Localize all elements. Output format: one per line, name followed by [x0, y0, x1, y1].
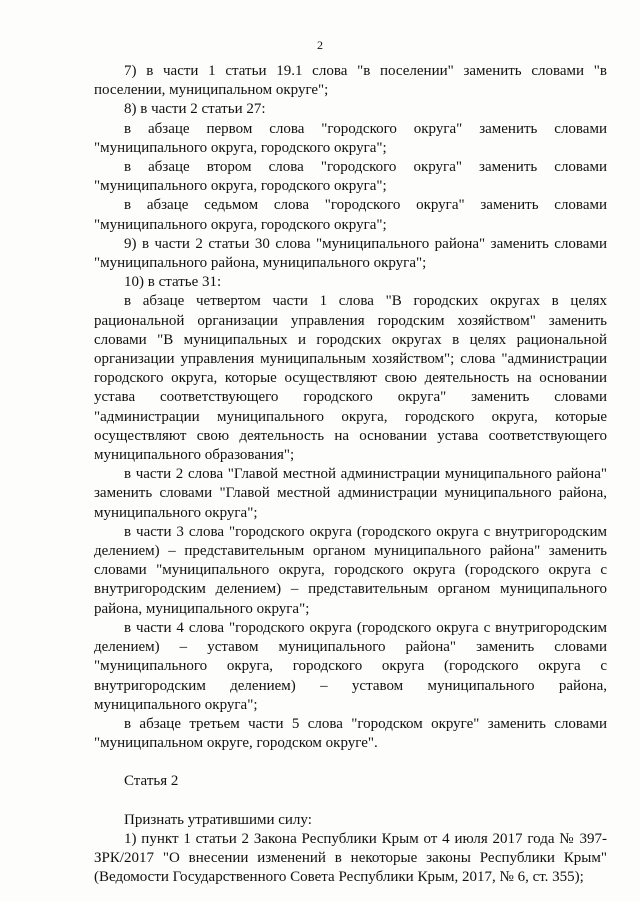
paragraph: в абзаце втором слова "городского округа" заменить словами "муниципального округа, городского округа";	[94, 159, 607, 195]
page-number: 2	[317, 38, 323, 52]
paragraph: в части 3 слова "городского округа (городского округа с внутригородским делением) – представительным органом муниципального района" заменить словами "муниципального округа, городского округа (городского округа с внутригородским делением) – представительным органом муниципального района, муниципального округа";	[94, 523, 607, 617]
paragraph: 10) в статье 31:	[124, 274, 222, 291]
paragraph: в части 4 слова "городского округа (городского округа с внутригородским делением) – уставом муниципального района" заменить словами "муниципального округа, городского округа (городского округа с внутригородским делением) – уставом муниципального района, муниципального округа";	[94, 619, 607, 713]
article-heading: Статья 2	[124, 773, 179, 790]
paragraph: 9) в части 2 статьи 30 слова "муниципального района" заменить словами "муниципального района, муниципального округа";	[94, 235, 607, 272]
document-body	[94, 62, 607, 887]
paragraph: в части 2 слова "Главой местной администрации муниципального района" заменить словами "Главой местной администрации муниципального района, муниципального округа";	[94, 466, 607, 521]
article-intro: Признать утратившими силу:	[124, 811, 312, 828]
paragraph: 8) в части 2 статьи 27:	[124, 101, 266, 118]
paragraph: в абзаце седьмом слова "городского округа" заменить словами "муниципального округа, городского округа";	[94, 197, 607, 233]
paragraph: 7) в части 1 статьи 19.1 слова "в поселении" заменить словами "в поселении, муниципальном округе";	[94, 63, 607, 99]
paragraph: в абзаце третьем части 5 слова "городском округе" заменить словами "муниципальном округе, городском округе".	[94, 715, 607, 752]
paragraph: в абзаце первом слова "городского округа" заменить словами "муниципального округа, городского округа";	[94, 120, 607, 156]
article-item: 1) пункт 1 статьи 2 Закона Республики Крым от 4 июля 2017 года № 397-ЗРК/2017 "О внесении изменений в некоторые законы Республики Крым" (Ведомости Государственного Совета Республики Крым, 2017, № 6, ст. 355);	[94, 830, 607, 886]
paragraph: в абзаце четвертом части 1 слова "В городских округах в целях рациональной организации управления городским хозяйством" заменить словами "В муниципальных и городских округах в целях рациональной организации управления муниципальным хозяйством"; слова "администрации городского округа, которые осуществляют свою деятельность на основании устава соответствующего городского округа" заменить словами "администрации муниципального округа, городского округа, которые осуществляют свою деятельность на основании устава соответствующего муниципального образования";	[94, 293, 607, 464]
